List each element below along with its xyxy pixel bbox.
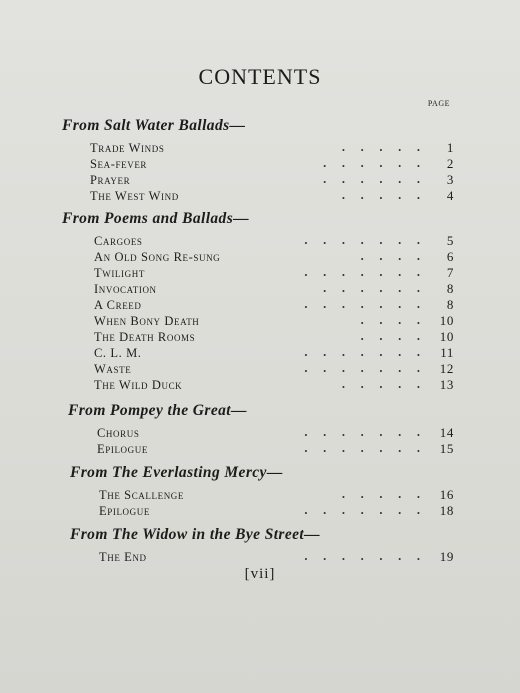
toc-entry: [94, 329, 454, 345]
dot-leader: . . . .: [360, 329, 420, 343]
entry-title: The Scallenge: [99, 488, 185, 502]
entry-title: Trade Winds: [90, 141, 165, 155]
section-widow-in-the-bye-street: [70, 526, 454, 565]
dot-leader: . . . . . . .: [304, 503, 420, 517]
dot-leader: . . . . .: [341, 140, 420, 154]
toc-entry: [94, 249, 454, 265]
toc-entry: [90, 140, 454, 156]
entry-title: Epilogue: [97, 442, 148, 456]
entry-title: The Death Rooms: [94, 330, 196, 344]
entry-title: The End: [99, 550, 147, 564]
entry-page: 19: [439, 549, 454, 564]
toc-entry: [99, 503, 454, 519]
entry-page: 10: [439, 313, 454, 328]
entry-page: 8: [446, 281, 454, 296]
toc-entry: [94, 265, 454, 281]
entry-title: The West Wind: [90, 189, 179, 203]
entry-title: Cargoes: [94, 234, 143, 248]
dot-leader: . . . . . .: [323, 281, 420, 295]
section-poems-and-ballads: [62, 210, 454, 393]
toc-entry: [99, 549, 454, 565]
toc-entry: [94, 281, 454, 297]
dot-leader: . . . . . . .: [304, 233, 420, 247]
entry-title: The Wild Duck: [94, 378, 183, 392]
toc-entry: [94, 313, 454, 329]
dot-leader: . . . . . . .: [304, 265, 420, 279]
page-number-footer: [vii]: [244, 566, 276, 582]
dot-leader: . . . .: [360, 249, 420, 263]
entry-page: 12: [439, 361, 454, 376]
dot-leader: . . . . .: [341, 188, 420, 202]
dot-leader: . . . . . .: [323, 156, 420, 170]
toc-entry: [94, 345, 454, 361]
entry-page: 7: [446, 265, 454, 280]
entry-page: 1: [446, 140, 454, 155]
dot-leader: . . . .: [360, 313, 420, 327]
dot-leader: . . . . . . .: [304, 441, 420, 455]
dot-leader: . . . . . . .: [304, 361, 420, 375]
entry-title: Twilight: [94, 266, 145, 280]
entry-page: 11: [440, 345, 454, 360]
entry-title: C. L. M.: [94, 346, 142, 360]
entry-page: 14: [439, 425, 454, 440]
dot-leader: . . . . . . .: [304, 345, 420, 359]
entry-page: 5: [446, 233, 454, 248]
section-salt-water-ballads: [62, 117, 454, 204]
toc-entry: [94, 361, 454, 377]
page-column-header: PAGE: [427, 99, 450, 108]
section-pompey-the-great: [68, 402, 454, 457]
entry-title: Prayer: [90, 173, 131, 187]
section-title: From Poems and Ballads—: [62, 210, 250, 227]
toc-entry: [99, 487, 454, 503]
toc-entry: [94, 377, 454, 393]
entry-title: When Bony Death: [94, 314, 200, 328]
section-title: From The Everlasting Mercy—: [70, 464, 283, 481]
entry-title: Chorus: [97, 426, 140, 440]
entry-page: 18: [439, 503, 454, 518]
entry-title: An Old Song Re-sung: [94, 250, 221, 264]
section-title: From Pompey the Great—: [68, 402, 247, 419]
page-title: CONTENTS: [198, 64, 322, 89]
entry-page: 8: [446, 297, 454, 312]
toc-entry: [90, 188, 454, 204]
entry-page: 3: [446, 172, 454, 187]
dot-leader: . . . . .: [341, 487, 420, 501]
toc-entry: [94, 233, 454, 249]
section-title: From Salt Water Ballads—: [62, 117, 246, 134]
toc-entry: [97, 425, 454, 441]
dot-leader: . . . . . .: [323, 172, 420, 186]
entry-title: Waste: [94, 362, 132, 376]
entry-page: 4: [446, 188, 454, 203]
dot-leader: . . . . . . .: [304, 425, 420, 439]
toc-entry: [90, 156, 454, 172]
entry-title: A Creed: [94, 298, 142, 312]
entry-page: 6: [446, 249, 454, 264]
entry-page: 16: [439, 487, 454, 502]
toc-entry: [94, 297, 454, 313]
entry-page: 15: [439, 441, 454, 456]
dot-leader: . . . . . . .: [304, 297, 420, 311]
dot-leader: . . . . .: [341, 377, 420, 391]
entry-page: 13: [439, 377, 454, 392]
toc-entry: [90, 172, 454, 188]
entry-page: 10: [439, 329, 454, 344]
section-title: From The Widow in the Bye Street—: [70, 526, 321, 543]
section-everlasting-mercy: [70, 464, 454, 519]
entry-title: Epilogue: [99, 504, 150, 518]
entry-title: Invocation: [94, 282, 157, 296]
toc-entry: [97, 441, 454, 457]
entry-page: 2: [446, 156, 454, 171]
entry-title: Sea-fever: [90, 157, 148, 171]
dot-leader: . . . . . . .: [304, 549, 420, 563]
